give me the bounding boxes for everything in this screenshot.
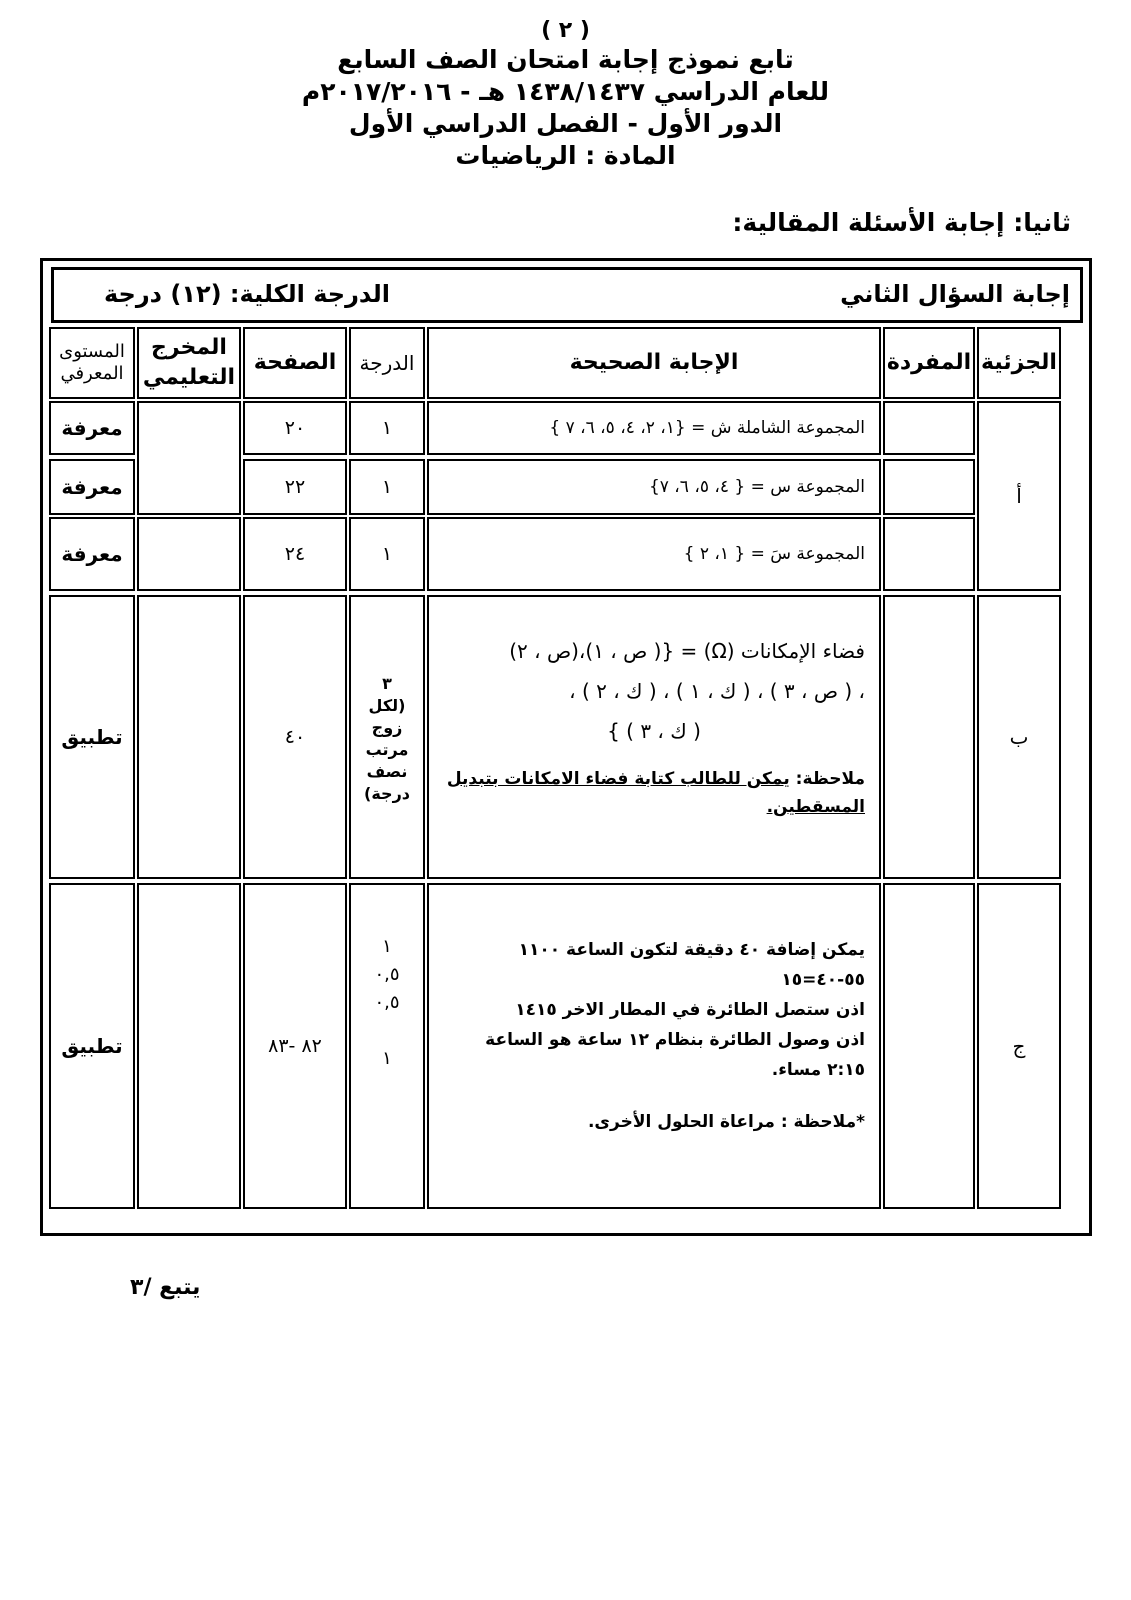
- part-b-label: ب: [977, 595, 1061, 879]
- page-a3: ٢٤: [243, 517, 347, 591]
- answer-c-line: ٢:١٥ مساء.: [771, 1060, 865, 1080]
- answer-a1: المجموعة الشاملة ش = {١، ٢، ٤، ٥، ٦، ٧ }: [427, 401, 881, 455]
- col-header-answer: الإجابة الصحيحة: [427, 327, 881, 399]
- page-c: ٨٢ -٨٣: [243, 883, 347, 1209]
- note-text: يمكن للطالب كتابة فضاء الامكانات بتبديل المسقطين.: [446, 769, 865, 817]
- item-cell: [883, 401, 975, 455]
- grade-a3: ١: [349, 517, 425, 591]
- page-header: [0, 18, 1131, 172]
- part-a-label: أ: [977, 401, 1061, 591]
- answer-c-line: اذن ستصل الطائرة في المطار الاخر ١٤١٥: [515, 1000, 865, 1020]
- item-cell: [883, 517, 975, 591]
- item-cell: [883, 883, 975, 1209]
- answer-c-line: ٥٥-٤٠=١٥: [781, 970, 865, 990]
- question-total: الدرجة الكلية: (١٢) درجة: [104, 280, 390, 308]
- grade-c-line: ٠,٥: [374, 992, 400, 1013]
- item-cell: [883, 459, 975, 515]
- grade-a2: ١: [349, 459, 425, 515]
- level-b: تطبيق: [49, 595, 135, 879]
- answer-c-line: يمكن إضافة ٤٠ دقيقة لتكون الساعة ١١٠٠: [518, 940, 865, 960]
- answer-a3: المجموعة سَ = { ١، ٢ }: [427, 517, 881, 591]
- level-a2: معرفة: [49, 459, 135, 515]
- page-a1: ٢٠: [243, 401, 347, 455]
- grade-c: [349, 883, 425, 1209]
- grade-b: [349, 595, 425, 879]
- answer-c-note: *ملاحظة : مراعاة الحلول الأخرى.: [587, 1112, 865, 1132]
- grade-c-line: ٠,٥: [374, 964, 400, 985]
- item-cell: [883, 595, 975, 879]
- outcome-a3: [137, 517, 241, 591]
- answer-b-line: ، ( ص ، ٣ ) ، ( ك ، ١ ) ، ( ك ، ٢ ) ،: [569, 679, 865, 703]
- level-a3: معرفة: [49, 517, 135, 591]
- page-a2: ٢٢: [243, 459, 347, 515]
- col-header-page: الصفحة: [243, 327, 347, 399]
- question-header: [51, 267, 1083, 323]
- grade-c-line: ١: [382, 1048, 392, 1069]
- grade-a1: ١: [349, 401, 425, 455]
- answer-b: [427, 595, 881, 879]
- grade-b-line: مرتب: [365, 740, 409, 759]
- grade-b-line: زوج: [371, 718, 403, 737]
- col-header-grade: الدرجة: [349, 327, 425, 399]
- col-header-level: المستوى المعرفي: [49, 327, 135, 399]
- col-header-part: الجزئية: [977, 327, 1061, 399]
- answer-table: [40, 258, 1092, 1236]
- note-label: ملاحظة:: [795, 769, 865, 789]
- academic-year: للعام الدراسي ١٤٣٨/١٤٣٧ هـ - ٢٠١٧/٢٠١٦م: [301, 77, 830, 106]
- level-c: تطبيق: [49, 883, 135, 1209]
- part-c-label: ج: [977, 883, 1061, 1209]
- section-title: ثانيا: إجابة الأسئلة المقالية:: [732, 208, 1071, 237]
- grade-b-line: نصف: [366, 762, 408, 781]
- outcome-c: [137, 883, 241, 1209]
- answer-b-note: [443, 765, 865, 821]
- grade-b-line: ٣: [382, 674, 392, 693]
- answer-b-line: ( ك ، ٣ ) }: [607, 719, 701, 743]
- grade-b-line: درجة): [364, 784, 410, 803]
- col-header-item: المفردة: [883, 327, 975, 399]
- grade-c-line: ١: [382, 936, 392, 957]
- grade-c-line: [374, 1017, 399, 1045]
- outcome-a: [137, 401, 241, 515]
- page-b: ٤٠: [243, 595, 347, 879]
- page-number: ( ٢ ): [541, 18, 590, 43]
- answer-c-line: اذن وصول الطائرة بنظام ١٢ ساعة هو الساعة: [485, 1030, 865, 1050]
- exam-term: الدور الأول - الفصل الدراسي الأول: [348, 109, 783, 138]
- answer-a2: المجموعة س = { ٤، ٥، ٦، ٧}: [427, 459, 881, 515]
- answer-c: [427, 883, 881, 1209]
- subject: المادة : الرياضيات: [455, 141, 676, 170]
- col-header-outcome: المخرج التعليمي: [137, 327, 241, 399]
- grade-b-line: (لكل: [368, 696, 406, 715]
- answer-b-line: فضاء الإمكانات (Ω) = {( ص ، ١)،(ص ، ٢): [509, 639, 865, 663]
- question-title: إجابة السؤال الثاني: [840, 280, 1070, 308]
- outcome-b: [137, 595, 241, 879]
- continue-note: يتبع /٣: [130, 1275, 201, 1300]
- level-a1: معرفة: [49, 401, 135, 455]
- document-title: تابع نموذج إجابة امتحان الصف السابع: [337, 45, 794, 74]
